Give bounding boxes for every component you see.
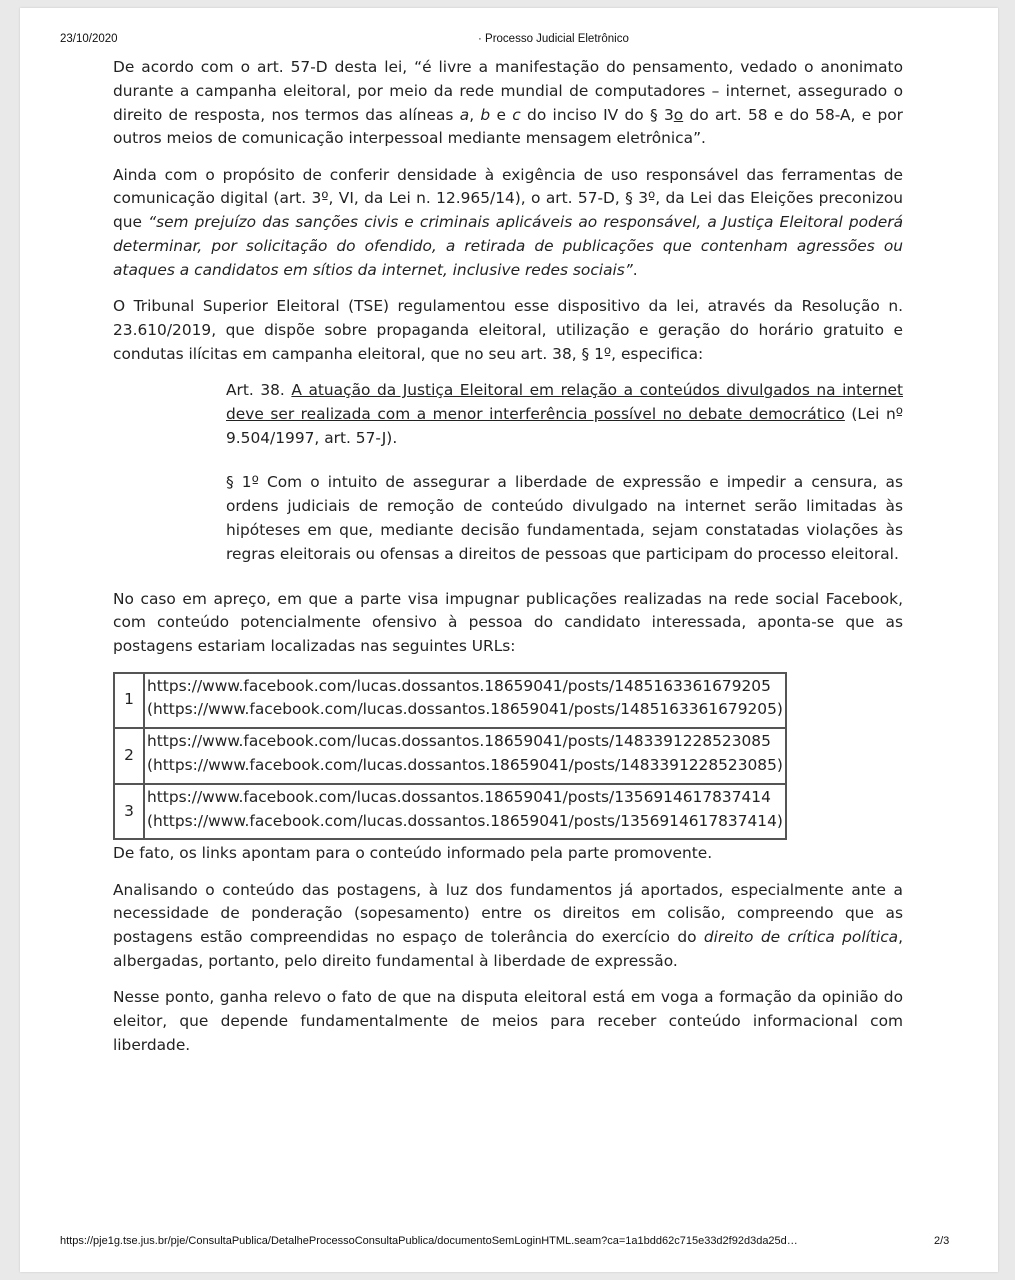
urls-table	[113, 672, 787, 841]
document-page	[20, 8, 998, 1272]
text-run: .	[632, 260, 638, 279]
paragraph-art-57d	[113, 56, 903, 151]
url-line[interactable]: (https://www.facebook.com/lucas.dossantos.18659041/posts/1485163361679205)	[147, 700, 783, 719]
table-row	[114, 673, 786, 729]
row-number: 3	[114, 784, 144, 840]
paragraph-tse: O Tribunal Superior Eleitoral (TSE) regulamentou esse dispositivo da lei, através da Resolução n. 23.610/2019, que dispõe sobre propaganda eleitoral, utilização e geração do horário gratuito e condutas ilícitas em campanha eleitoral, que no seu art. 38, § 1º, especifica:	[113, 297, 903, 363]
text-run: (Lei nº 9.504/1997, art. 57-J).	[226, 404, 903, 447]
text-run: do inciso IV do § 3	[520, 105, 674, 124]
header-date: 23/10/2020	[60, 33, 118, 45]
url-line[interactable]: (https://www.facebook.com/lucas.dossantos.18659041/posts/1356914617837414)	[147, 811, 783, 830]
url-line[interactable]: https://www.facebook.com/lucas.dossantos.18659041/posts/1485163361679205	[147, 676, 771, 695]
text-run: Art. 38.	[226, 381, 292, 400]
header-title: · Processo Judicial Eletrônico	[478, 33, 629, 45]
url-cell[interactable]	[144, 673, 786, 729]
document-body	[113, 56, 903, 1070]
italic-text: direito de crítica política	[703, 928, 899, 947]
italic-b: b	[480, 105, 491, 124]
quote-art-38	[226, 379, 903, 450]
underlined-text: A atuação da Justiça Eleitoral em relação a conteúdos divulgados na internet deve ser realizada com a menor interferência possível no debate democrático	[226, 381, 903, 423]
paragraph-de-fato: De fato, os links apontam para o conteúdo informado pela parte promovente.	[113, 844, 713, 863]
text-run: ,	[469, 105, 481, 124]
row-number: 1	[114, 673, 144, 729]
footer-url: https://pje1g.tse.jus.br/pje/ConsultaPublica/DetalheProcessoConsultaPublica/documentoSemLoginHTML.seam?ca=1a1bdd62c715e33d2f92d3da25d…	[60, 1235, 798, 1247]
url-cell[interactable]	[144, 728, 786, 784]
italic-c: c	[512, 105, 521, 124]
quote-paragraph-1: § 1º Com o intuito de assegurar a liberdade de expressão e impedir a censura, as ordens judiciais de remoção de conteúdo divulgado na internet serão limitadas às hipóteses em que, mediante decisão fundamentada, sejam constatadas violações às regras eleitorais ou ofensas a direitos de pessoas que participam do processo eleitoral.	[226, 473, 903, 563]
italic-a: a	[459, 105, 470, 124]
text-run: do art. 58 e do 58-A, e por outros meios de comunicação interpessoal mediante mensagem eletrônica”.	[113, 105, 903, 148]
row-number: 2	[114, 728, 144, 784]
table-row	[114, 784, 786, 840]
italic-citation: “sem prejuízo das sanções civis e criminais aplicáveis ao responsável, a Justiça Eleitoral poderá determinar, por solicitação do ofendido, a retirada de publicações que contenham agressões ou ataques a candidatos em sítios da internet, inclusive redes sociais”	[113, 213, 903, 279]
text-run: , albergadas, portanto, pelo direito fundamental à liberdade de expressão.	[113, 928, 903, 970]
paragraph-nesse-ponto: Nesse ponto, ganha relevo o fato de que na disputa eleitoral está em voga a formação da opinião do eleitor, que depende fundamentalmente de meios para receber conteúdo informacional com liberdade.	[113, 988, 903, 1054]
paragraph-caso: No caso em apreço, em que a parte visa impugnar publicações realizadas na rede social Facebook, com conteúdo potencialmente ofensivo à pessoa do candidato interessada, aponta-se que as postagens estariam localizadas nas seguintes URLs:	[113, 589, 903, 656]
text-run: Analisando o conteúdo das postagens, à luz dos fundamentos já aportados, especialmente ante a necessidade de ponderação (sopesamento) entre os direitos em colisão, compreendo que as postagens estão compreendidas no espaço de tolerância do exercício do	[113, 880, 903, 947]
ordinal-indicator: o	[673, 105, 684, 124]
paragraph-densidade	[113, 164, 903, 283]
block-quote	[226, 379, 903, 567]
text-run: De acordo com o art. 57-D desta lei, “é livre a manifestação do pensamento, vedado o anonimato durante a campanha eleitoral, por meio da rede mundial de computadores – internet, assegurado o direito de resposta, nos termos das alíneas	[113, 58, 903, 124]
url-line[interactable]: https://www.facebook.com/lucas.dossantos.18659041/posts/1483391228523085	[147, 732, 771, 751]
text-run: e	[490, 105, 513, 124]
paragraph-analisando	[113, 879, 903, 974]
url-line[interactable]: https://www.facebook.com/lucas.dossantos.18659041/posts/1356914617837414	[147, 787, 771, 806]
header-title-text: Processo Judicial Eletrônico	[485, 33, 629, 45]
text-run: Ainda com o propósito de conferir densidade à exigência de uso responsável das ferramentas de comunicação digital (art. 3º, VI, da Lei n. 12.965/14), o art. 57-D, § 3º, da Lei das Eleições preconizou que	[113, 165, 903, 232]
url-line[interactable]: (https://www.facebook.com/lucas.dossantos.18659041/posts/1483391228523085)	[147, 755, 783, 774]
url-cell[interactable]	[144, 784, 786, 840]
table-row	[114, 728, 786, 784]
footer-page-number: 2/3	[934, 1235, 950, 1247]
